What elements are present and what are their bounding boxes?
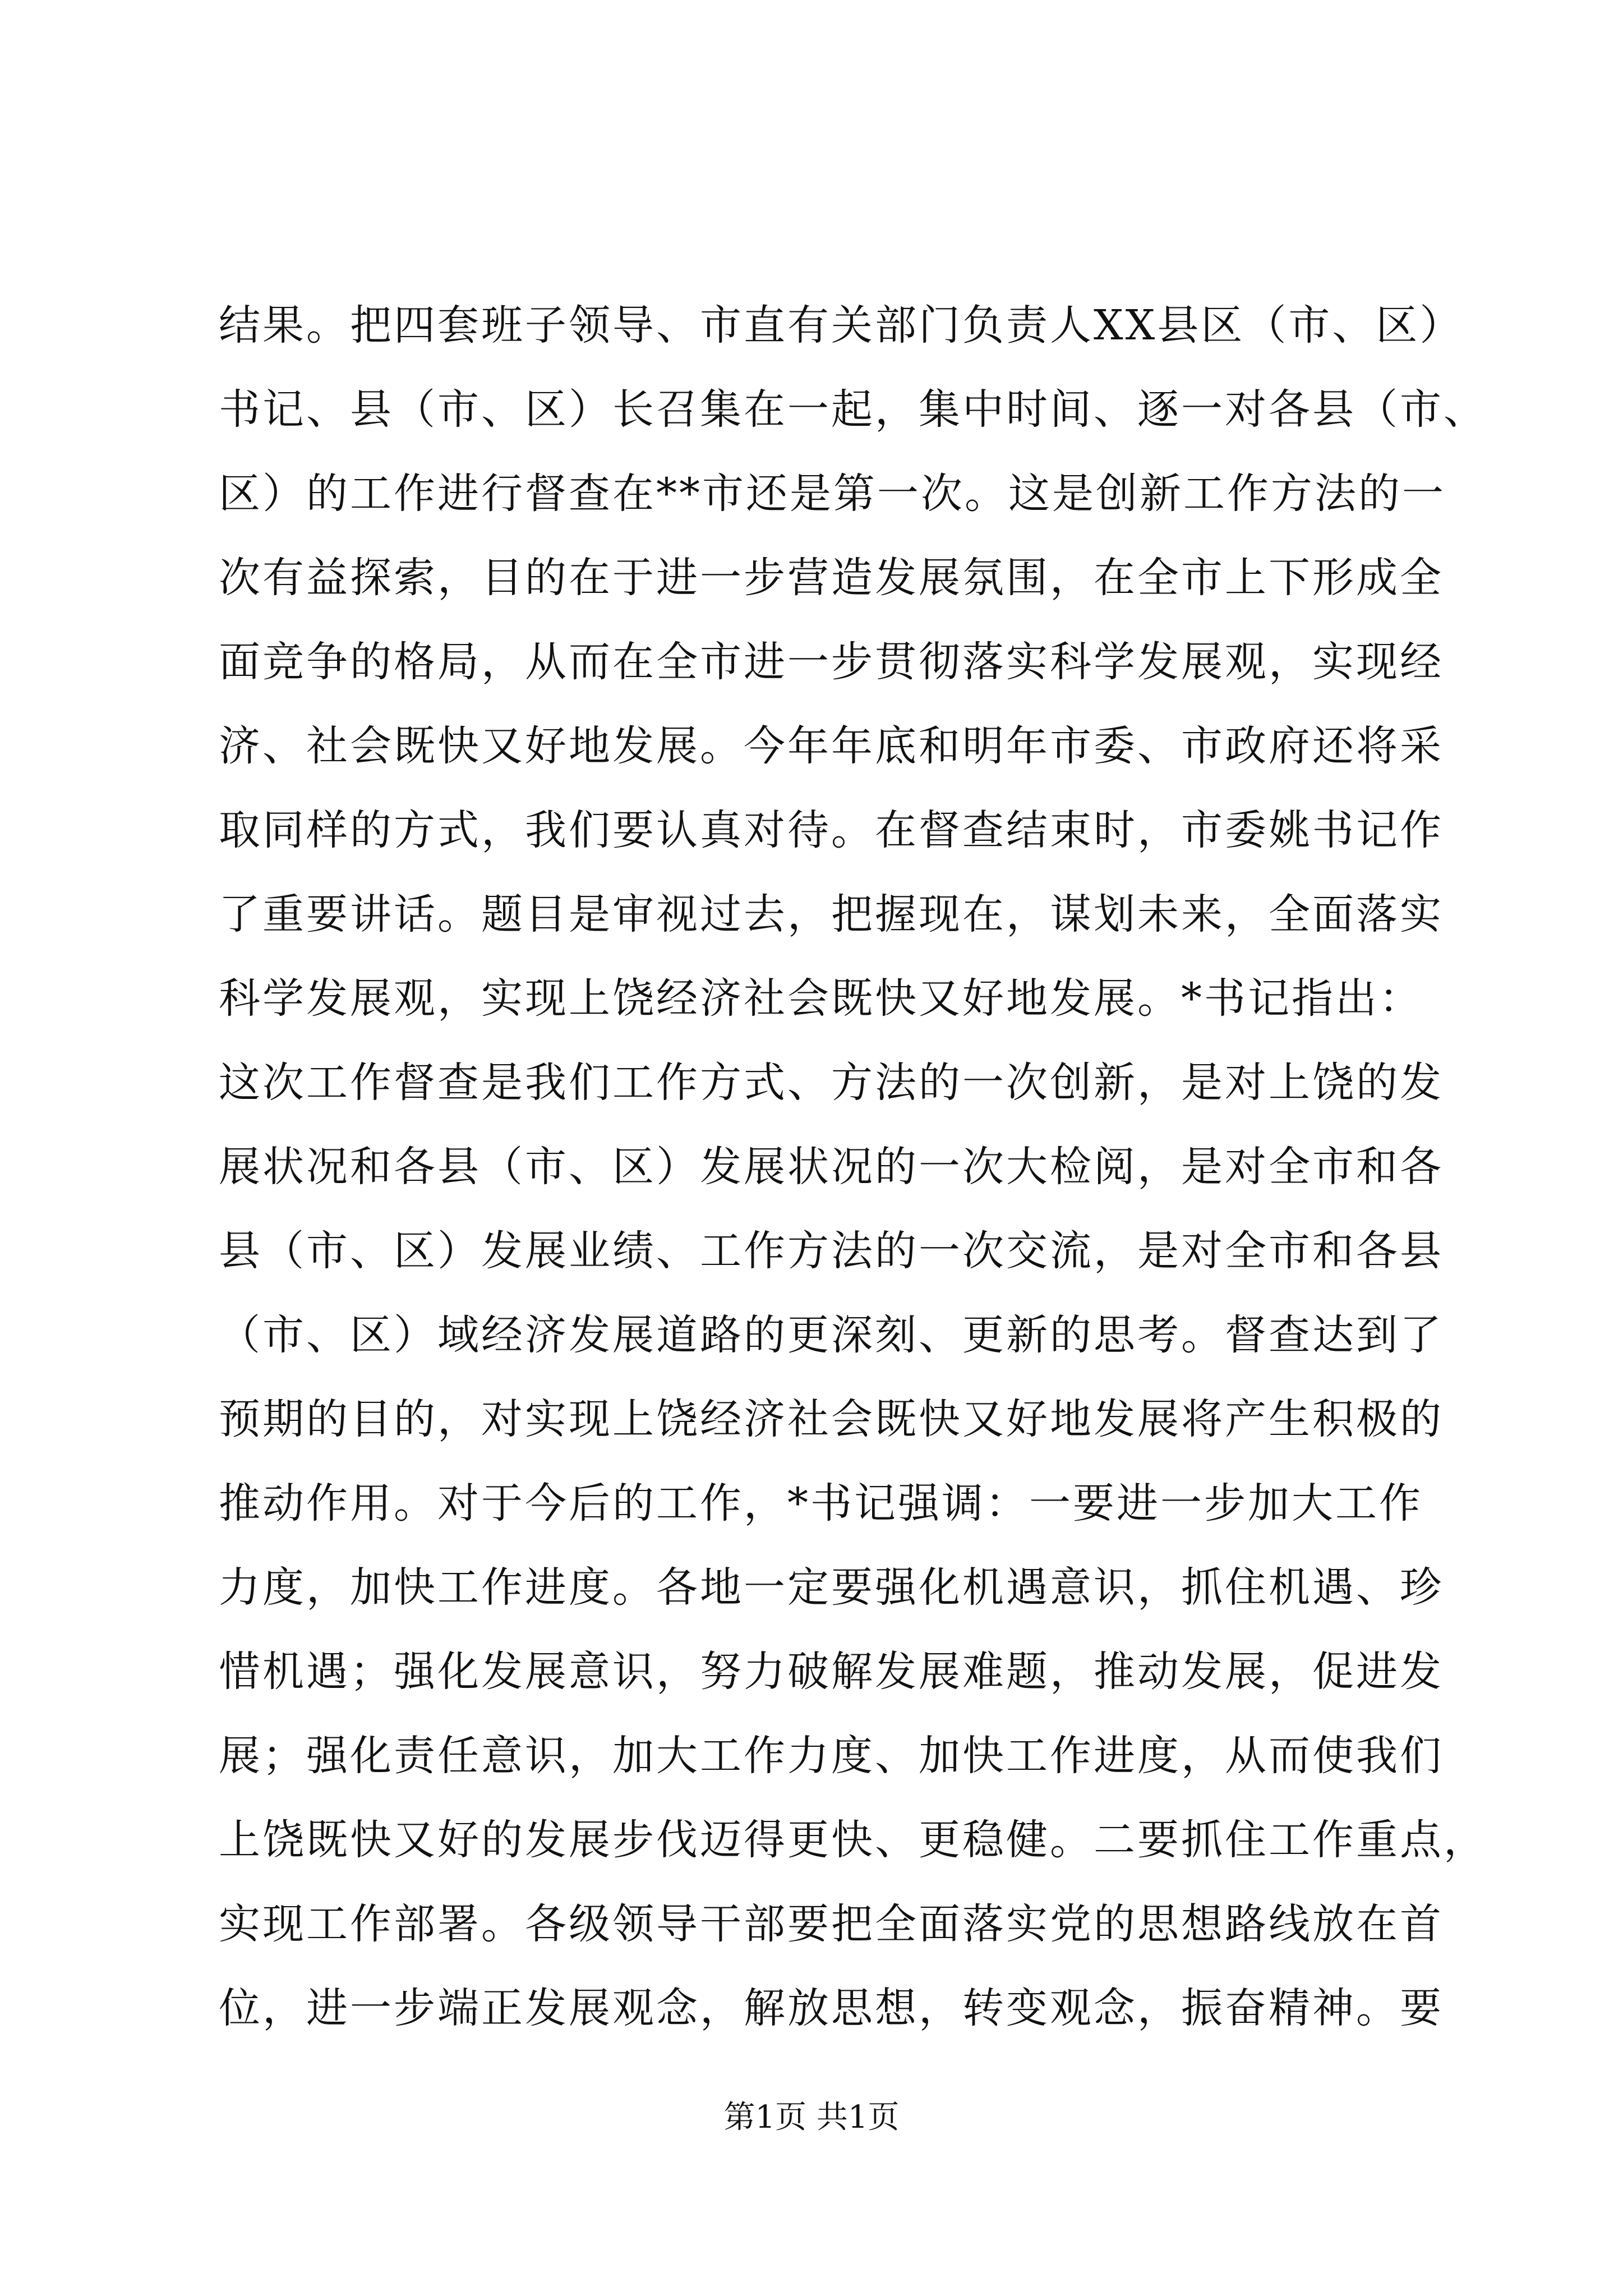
page-number-label: 第1页 共1页: [723, 2099, 900, 2136]
text-line-21: 位，进一步端正发展观念，解放思想，转变观念，振奋精神。要: [219, 1984, 1444, 2032]
text-line-01: 结果。把四套班子领导、市直有关部门负责人XX县区（市、区）: [219, 301, 1464, 349]
text-line-20: 实现工作部署。各级领导干部要把全面落实党的思想路线放在首: [219, 1900, 1444, 1948]
text-line-10: 这次工作督查是我们工作方式、方法的一次创新，是对上饶的发: [219, 1059, 1444, 1107]
text-line-09: 科学发展观，实现上饶经济社会既快又好地发展。*书记指出：: [219, 974, 1423, 1023]
text-line-16: 力度，加快工作进度。各地一定要强化机遇意识，抓住机遇、珍: [219, 1563, 1444, 1612]
text-line-14: 预期的目的，对实现上饶经济社会既快又好地发展将产生积极的: [219, 1395, 1444, 1443]
document-body: [219, 283, 1487, 2050]
text-line-05: 面竞争的格局，从而在全市进一步贯彻落实科学发展观，实现经: [219, 638, 1444, 686]
text-line-12: 县（市、区）发展业绩、工作方法的一次交流，是对全市和各县: [219, 1227, 1444, 1275]
text-line-17: 惜机遇；强化发展意识，努力破解发展难题，推动发展，促进发: [219, 1648, 1444, 1696]
text-line-04: 次有益探索，目的在于进一步营造发展氛围，在全市上下形成全: [219, 554, 1444, 602]
text-line-02: 书记、县（市、区）长召集在一起，集中时间、逐一对各县（市、: [219, 385, 1487, 434]
text-line-13: （市、区）域经济发展道路的更深刻、更新的思考。督查达到了: [219, 1311, 1444, 1359]
text-line-18: 展；强化责任意识，加大工作力度、加快工作进度，从而使我们: [219, 1732, 1444, 1780]
page-footer: [0, 2095, 1623, 2140]
text-line-07: 取同样的方式，我们要认真对待。在督查结束时，市委姚书记作: [219, 806, 1444, 854]
text-line-03: 区）的工作进行督查在**市还是第一次。这是创新工作方法的一: [219, 470, 1446, 518]
text-line-08: 了重要讲话。题目是审视过去，把握现在，谋划未来，全面落实: [219, 890, 1444, 938]
text-line-11: 展状况和各县（市、区）发展状况的一次大检阅，是对全市和各: [219, 1143, 1444, 1191]
text-line-19: 上饶既快又好的发展步伐迈得更快、更稳健。二要抓住工作重点，: [219, 1816, 1487, 1864]
text-line-06: 济、社会既快又好地发展。今年年底和明年市委、市政府还将采: [219, 722, 1444, 770]
text-line-15: 推动作用。对于今后的工作，*书记强调：一要进一步加大工作: [219, 1479, 1423, 1527]
